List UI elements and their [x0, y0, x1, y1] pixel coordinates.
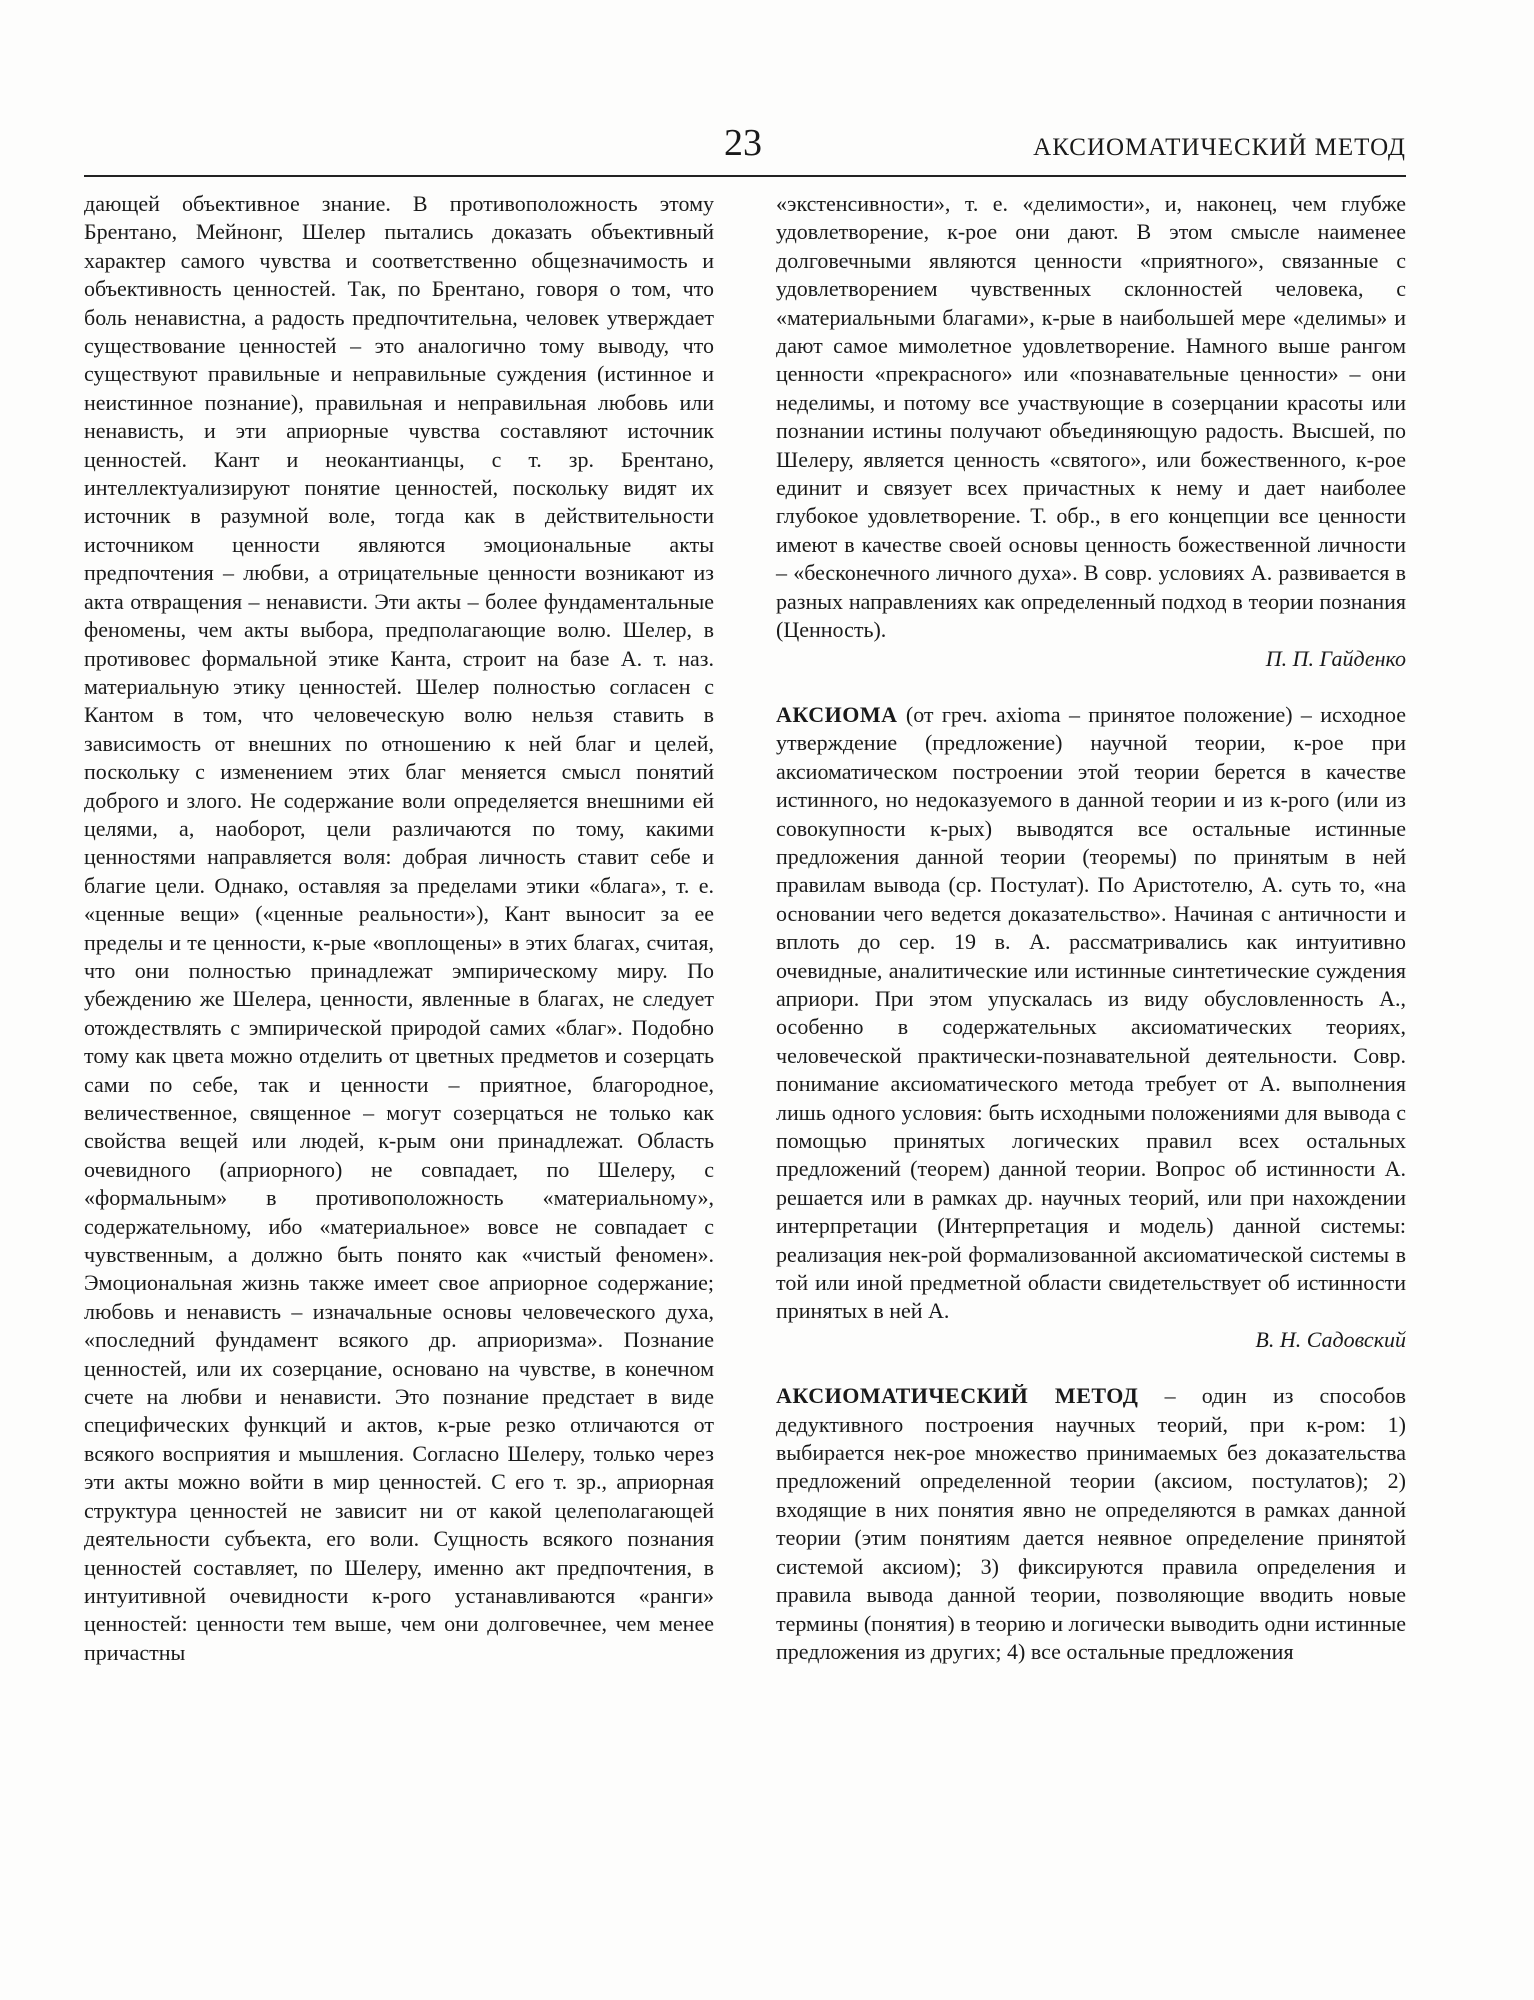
left-column [84, 190, 714, 1667]
continued-entry-signature: П. П. Гайденко [1265, 645, 1406, 671]
entry-axiomatic-method-term: АКСИОМАТИЧЕСКИЙ МЕТОД [776, 1383, 1139, 1409]
page-number: 23 [724, 122, 762, 164]
right-column [776, 190, 1406, 1666]
entry-axioma-text: (от греч. axioma – принятое положение) – исходное утверждение (предложение) научной теории, к-рое при аксиоматическом построении этой теории берется в качестве истинного, но недоказуемого в данной теории и из к-рого (или из совокупности к-рых) выводятся все остальные истинные предложения данной теории (теоремы) по принятым в ней правилам вывода (ср. Постулат). По Аристотелю, А. суть то, «на основании чего ведется доказательство». Начиная с античности и вплоть до сер. 19 в. А. рассматривались как интуитивно очевидные, аналитические или истинные синтетические суждения априори. При этом упускалась из виду обусловленность А., особенно в содержательных аксиоматических теориях, человеческой практически-познавательной деятельности. Совр. понимание аксиоматического метода требует от А. выполнения лишь одного условия: быть исходными положениями для вывода с помощью принятых логических правил всех остальных предложений (теорем) данной теории. Вопрос об истинности А. решается или в рамках др. научных теорий, или при нахождении интерпретации (Интерпретация и модель) данной системы: реализация нек-рой формализованной аксиоматической системы в той или иной предметной области свидетельствует об истинности принятых в ней А. [776, 701, 1406, 1324]
header-rule [84, 175, 1406, 177]
continued-entry [776, 190, 1406, 673]
running-head: АКСИОМАТИЧЕСКИЙ МЕТОД [1033, 134, 1406, 161]
entry-axiomatic-method [776, 1382, 1406, 1666]
entry-axioma-body [776, 701, 1406, 1326]
entry-axioma-signature: В. Н. Садовский [1255, 1326, 1406, 1352]
continued-entry-text: «экстенсивности», т. е. «делимости», и, наконец, чем глубже удовлетворение, к-рое они дают. В этом смысле наименее долговечными являются ценности «приятного», связанные с удовлетворением чувственных склонностей человека, с «материальными благами», к-рые в наибольшей мере «делимы» и дают самое мимолетное удовлетворение. Намного выше рангом ценности «прекрасного» или «познавательные ценности» – они неделимы, и потому все участвующие в созерцании красоты или познании истины получают объединяющую радость. Высшей, по Шелеру, является ценность «святого», или божественного, к-рое единит и связует всех причастных к нему и дает наиболее глубокое удовлетворение. Т. обр., в его концепции все ценности имеют в качестве своей основы ценность божественной личности – «бесконечного личного духа». В совр. условиях А. развивается в разных направлениях как определенный подход в теории познания (Ценность). [776, 191, 1406, 643]
left-column-text: дающей объективное знание. В противоположность этому Брентано, Мейнонг, Шелер пытались доказать объективный характер самого чувства и соответственно общезначимость и объективность ценностей. Так, по Брентано, говоря о том, что боль ненавистна, а радость предпочтительна, человек утверждает существование ценностей – это аналогично тому выводу, что существуют правильные и неправильные суждения (истинное и неистинное познание), правильная и неправильная любовь или ненависть, и эти априорные чувства составляют источник ценностей. Кант и неокантианцы, с т. зр. Брентано, интеллектуализируют понятие ценностей, поскольку видят их источник в разумной воле, тогда как в действительности источником ценности являются эмоциональные акты предпочтения – любви, а отрицательные ценности возникают из акта отвращения – ненависти. Эти акты – более фундаментальные феномены, чем акты выбора, предполагающие волю. Шелер, в противовес формальной этике Канта, строит на базе А. т. наз. материальную этику ценностей. Шелер полностью согласен с Кантом в том, что человеческую волю нельзя ставить в зависимость от внешних по отношению к ней благ и целей, поскольку с изменением этих благ меняется смысл понятий доброго и злого. Не содержание воли определяется внешними ей целями, а, наоборот, цели различаются по тому, какими ценностями направляется воля: добрая личность ставит себе и благие цели. Однако, оставляя за пределами этики «блага», т. е. «ценные вещи» («ценные реальности»), Кант выносит за ее пределы и те ценности, к-рые «воплощены» в этих благах, считая, что они полностью принадлежат эмпирическому миру. По убеждению же Шелера, ценности, явленные в благах, не следует отождествлять с эмпирической природой самих «благ». Подобно тому как цвета можно отделить от цветных предметов и созерцать сами по себе, так и ценности – приятное, благородное, величественное, священное – могут созерцаться не только как свойства вещей или людей, к-рым они принадлежат. Область очевидного (априорного) не совпадает, по Шелеру, с «формальным» в противоположность «материальному», содержательному, ибо «материальное» вовсе не совпадает с чувственным, а должно быть понято как «чистый феномен». Эмоциональная жизнь также имеет свое априорное содержание; любовь и ненависть – изначальные основы человеческого духа, «последний фундамент всякого др. априоризма». Познание ценностей, или их созерцание, основано на чувстве, в конечном счете на любви и ненависти. Это познание предстает в виде специфических функций и актов, к-рые резко отличаются от всякого восприятия и мышления. Согласно Шелеру, только через эти акты можно войти в мир ценностей. С его т. зр., априорная структура ценностей не зависит ни от какой целеполагающей деятельности субъекта, его воли. Сущность всякого познания ценностей составляет, по Шелеру, именно акт предпочтения, в интуитивной очевидности к-рого устанавливаются «ранги» ценностей: ценности тем выше, чем они долговечнее, чем менее причастны [84, 191, 714, 1665]
entry-axiomatic-method-text: – один из способов дедуктивного построения научных теорий, при к-ром: 1) выбирается нек-рое множество принимаемых без доказательства предложений определенной теории (аксиом, постулатов); 2) входящие в них понятия явно не определяются в рамках данной теории (этим понятиям дается неявное определение принятой системой аксиом); 3) фиксируются правила определения и правила вывода данной теории, позволяющие вводить новые термины (понятия) в теорию и логически выводить одни истинные предложения из других; 4) все остальные предложения [776, 1383, 1406, 1664]
entry-axiomatic-method-body [776, 1382, 1406, 1666]
entry-axioma [776, 701, 1406, 1354]
page-header [84, 118, 1406, 174]
entry-axioma-term: АКСИОМА [776, 701, 898, 727]
